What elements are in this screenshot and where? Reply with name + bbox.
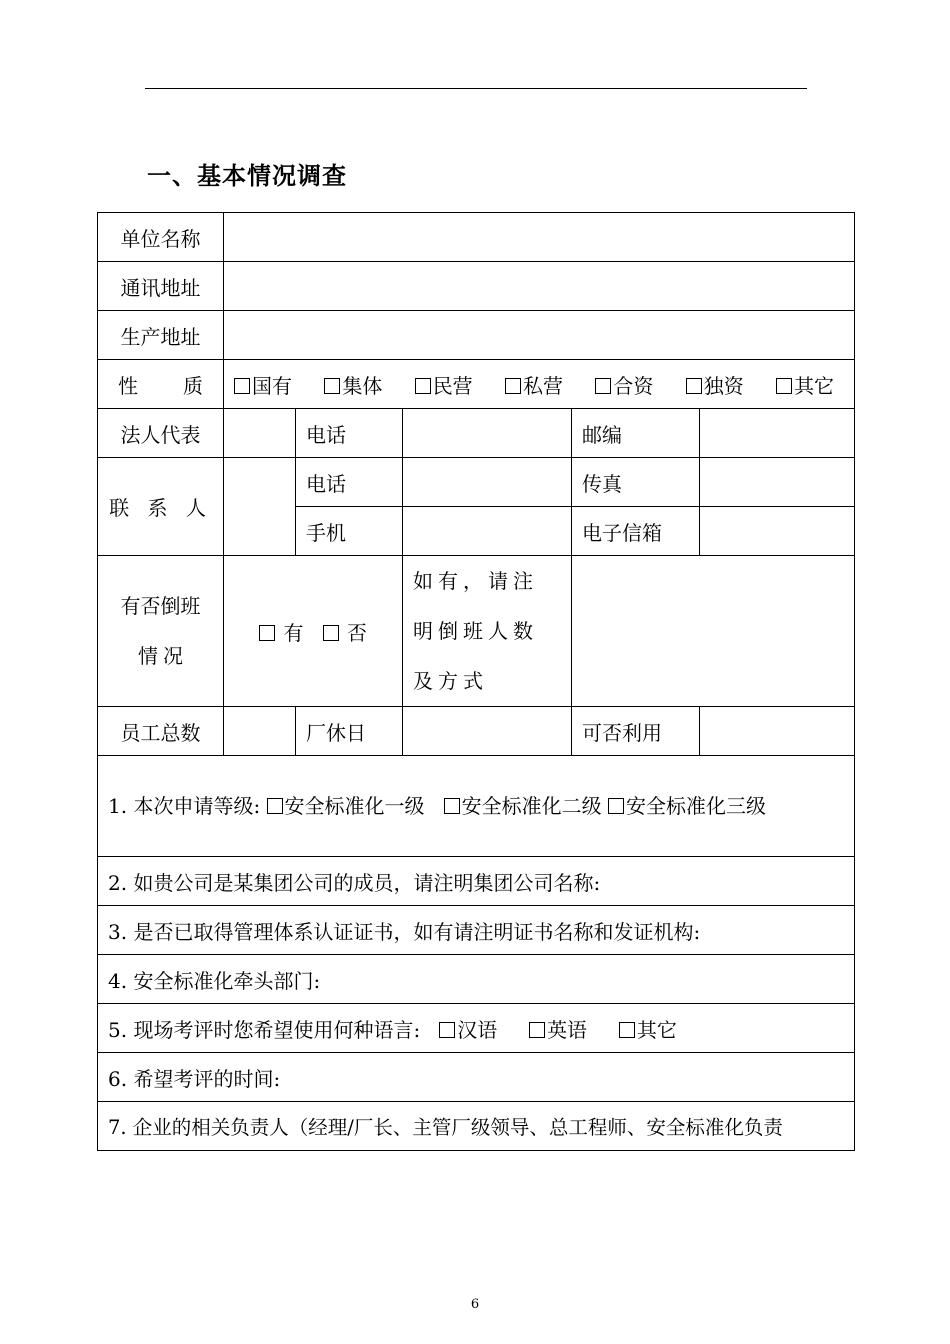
unit-name-label: 单位名称 bbox=[98, 213, 224, 262]
contact-label: 联 系 人 bbox=[98, 458, 224, 556]
contact-phone-label: 电话 bbox=[296, 458, 403, 507]
q1-option-label: 安全标准化三级 bbox=[625, 794, 766, 818]
nature-option-label: 独资 bbox=[703, 373, 744, 398]
q5-option-english[interactable] bbox=[529, 1014, 587, 1043]
checkbox-icon[interactable] bbox=[529, 1022, 545, 1038]
checkbox-icon[interactable] bbox=[415, 378, 431, 394]
address-label: 通讯地址 bbox=[98, 262, 224, 311]
email-label: 电子信箱 bbox=[572, 507, 700, 556]
q2-row: 2. 如贵公司是某集团公司的成员，请注明集团公司名称: bbox=[98, 857, 855, 906]
section-title: 一、基本情况调查 bbox=[147, 162, 347, 190]
postcode-label: 邮编 bbox=[572, 409, 700, 458]
usable-label: 可否利用 bbox=[572, 707, 700, 756]
shift-label-char-1: 情 bbox=[138, 644, 158, 668]
checkbox-icon[interactable] bbox=[324, 378, 340, 394]
q5-option-chinese[interactable] bbox=[439, 1014, 497, 1043]
checkbox-icon[interactable] bbox=[608, 798, 624, 814]
page-number: 6 bbox=[470, 1297, 480, 1312]
shift-option-yes[interactable] bbox=[259, 617, 303, 646]
q3-row: 3. 是否已取得管理体系认证证书，如有请注明证书名称和发证机构: bbox=[98, 906, 855, 955]
q5-option-label: 其它 bbox=[636, 1017, 677, 1042]
nature-option-sole[interactable] bbox=[686, 370, 744, 399]
legal-rep-field[interactable] bbox=[224, 409, 296, 458]
q1-option-level-1[interactable] bbox=[267, 781, 425, 831]
q4-row: 4. 安全标准化牵头部门: bbox=[98, 955, 855, 1004]
nature-label-char-1: 性 bbox=[118, 373, 138, 398]
production-address-field[interactable] bbox=[224, 311, 855, 360]
q5-row bbox=[98, 1004, 855, 1053]
rest-day-label: 厂休日 bbox=[296, 707, 403, 756]
shift-note-text: 如有，请注明倒班人数及方式 bbox=[413, 569, 538, 693]
basic-info-form bbox=[97, 212, 855, 1151]
legal-rep-phone-field[interactable] bbox=[403, 409, 572, 458]
fax-label: 传真 bbox=[572, 458, 700, 507]
q1-option-level-3[interactable] bbox=[608, 794, 766, 818]
nature-option-label: 其它 bbox=[794, 373, 835, 398]
address-field[interactable] bbox=[224, 262, 855, 311]
nature-option-label: 私营 bbox=[523, 373, 564, 398]
shift-note-field[interactable] bbox=[572, 556, 855, 707]
nature-option-private-run[interactable] bbox=[415, 370, 473, 399]
checkbox-icon[interactable] bbox=[323, 625, 339, 641]
header-rule bbox=[145, 88, 807, 89]
usable-field[interactable] bbox=[700, 707, 855, 756]
postcode-field[interactable] bbox=[700, 409, 855, 458]
contact-field[interactable] bbox=[224, 458, 296, 556]
q5-text: 5. 现场考评时您希望使用何种语言: bbox=[108, 1017, 421, 1042]
q5-option-label: 汉语 bbox=[457, 1017, 498, 1042]
mobile-label: 手机 bbox=[296, 507, 403, 556]
checkbox-icon[interactable] bbox=[686, 378, 702, 394]
contact-phone-field[interactable] bbox=[403, 458, 572, 507]
q5-option-other[interactable] bbox=[619, 1014, 677, 1043]
nature-label bbox=[98, 360, 224, 409]
nature-option-other[interactable] bbox=[776, 370, 834, 399]
mobile-field[interactable] bbox=[403, 507, 572, 556]
nature-option-collective[interactable] bbox=[324, 370, 382, 399]
rest-day-field[interactable] bbox=[403, 707, 572, 756]
shift-label bbox=[98, 556, 224, 707]
legal-rep-label: 法人代表 bbox=[98, 409, 224, 458]
employees-field[interactable] bbox=[224, 707, 296, 756]
nature-option-label: 集体 bbox=[342, 373, 383, 398]
shift-no-label: 否 bbox=[346, 620, 367, 645]
shift-label-line-1: 有否倒班 bbox=[120, 594, 201, 618]
q5-option-label: 英语 bbox=[547, 1017, 588, 1042]
checkbox-icon[interactable] bbox=[267, 798, 283, 814]
email-field[interactable] bbox=[700, 507, 855, 556]
checkbox-icon[interactable] bbox=[619, 1022, 635, 1038]
employees-label: 员工总数 bbox=[98, 707, 224, 756]
production-address-label: 生产地址 bbox=[98, 311, 224, 360]
checkbox-icon[interactable] bbox=[595, 378, 611, 394]
q1-text: 1. 本次申请等级: bbox=[108, 794, 261, 818]
q1-option-level-2[interactable] bbox=[444, 781, 602, 831]
q1-option-label: 安全标准化一级 bbox=[284, 794, 425, 818]
q1-row bbox=[98, 756, 855, 857]
nature-option-state[interactable] bbox=[234, 370, 292, 399]
checkbox-icon[interactable] bbox=[234, 378, 250, 394]
nature-option-joint-venture[interactable] bbox=[595, 370, 653, 399]
unit-name-field[interactable] bbox=[224, 213, 855, 262]
shift-options bbox=[224, 556, 403, 707]
fax-field[interactable] bbox=[700, 458, 855, 507]
shift-note-label bbox=[403, 556, 572, 707]
shift-yes-label: 有 bbox=[283, 620, 304, 645]
checkbox-icon[interactable] bbox=[439, 1022, 455, 1038]
checkbox-icon[interactable] bbox=[505, 378, 521, 394]
nature-option-label: 民营 bbox=[432, 373, 473, 398]
nature-option-label: 国有 bbox=[252, 373, 292, 398]
checkbox-icon[interactable] bbox=[444, 798, 460, 814]
shift-option-no[interactable] bbox=[323, 617, 367, 646]
nature-option-label: 合资 bbox=[613, 373, 654, 398]
shift-label-char-2: 况 bbox=[163, 644, 183, 668]
nature-options bbox=[224, 360, 855, 409]
legal-rep-phone-label: 电话 bbox=[296, 409, 403, 458]
nature-label-char-2: 质 bbox=[183, 373, 203, 398]
nature-option-private[interactable] bbox=[505, 370, 563, 399]
q1-option-label: 安全标准化二级 bbox=[461, 794, 602, 818]
q6-row: 6. 希望考评的时间: bbox=[98, 1053, 855, 1102]
checkbox-icon[interactable] bbox=[259, 625, 275, 641]
q7-row: 7. 企业的相关负责人（经理/厂长、主管厂级领导、总工程师、安全标准化负责 bbox=[98, 1102, 855, 1151]
checkbox-icon[interactable] bbox=[776, 378, 792, 394]
